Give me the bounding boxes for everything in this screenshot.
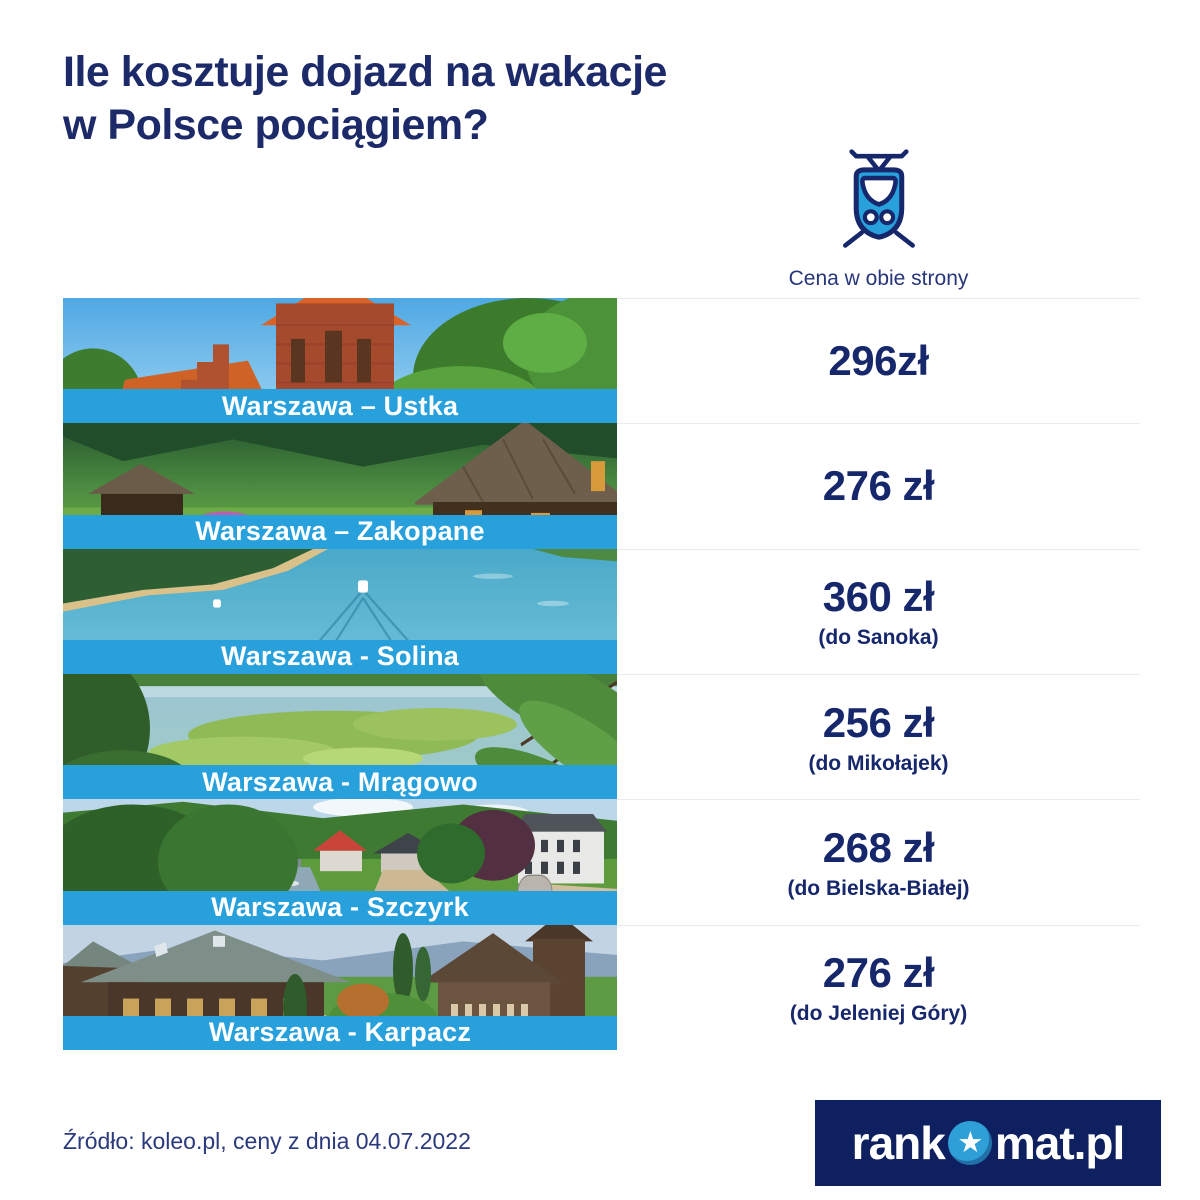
logo-star-circle <box>948 1121 992 1165</box>
route-bar <box>63 1016 617 1050</box>
route-label: Warszawa – Ustka <box>221 390 459 421</box>
price-cell-zakopane <box>617 423 1140 548</box>
price-header-caption: Cena w obie strony <box>788 267 969 290</box>
price-cell-karpacz <box>617 925 1140 1050</box>
route-bar <box>63 891 617 925</box>
price-note: (do Mikołajek) <box>808 751 949 775</box>
price-value: 276 zł <box>822 462 935 510</box>
photo-column <box>63 298 617 1050</box>
price-note: (do Jeleniej Góry) <box>789 1002 968 1026</box>
price-note: (do Sanoka) <box>818 626 939 650</box>
star-icon: ★ <box>957 1124 983 1159</box>
route-bar <box>63 515 617 549</box>
price-column <box>617 298 1140 1050</box>
price-column-header <box>617 148 1140 291</box>
page-title-line1: Ile kosztuje dojazd na wakacje <box>63 48 667 96</box>
price-value: 296zł <box>828 337 929 385</box>
price-value: 360 zł <box>822 573 935 621</box>
route-bar <box>63 389 617 423</box>
price-cell-mragowo <box>617 674 1140 799</box>
logo-text-suffix: mat.pl <box>994 1117 1125 1169</box>
page-title <box>63 46 667 153</box>
route-row-zakopane <box>63 423 617 548</box>
route-label: Warszawa - Solina <box>221 641 459 672</box>
price-cell-solina <box>617 549 1140 674</box>
route-bar <box>63 640 617 674</box>
price-cell-szczyrk <box>617 799 1140 924</box>
route-label: Warszawa - Mrągowo <box>202 766 478 797</box>
route-label: Warszawa – Zakopane <box>195 516 485 547</box>
route-bar <box>63 765 617 799</box>
train-icon <box>838 148 920 250</box>
price-note: (do Bielska-Białej) <box>787 876 970 900</box>
price-value: 256 zł <box>822 698 935 746</box>
logo-text-prefix: rank <box>851 1117 945 1169</box>
price-value: 276 zł <box>822 949 935 997</box>
rankomat-logo <box>815 1100 1161 1186</box>
price-value: 268 zł <box>822 823 935 871</box>
route-row-karpacz <box>63 925 617 1050</box>
routes-grid <box>63 298 1140 1050</box>
price-cell-ustka <box>617 298 1140 423</box>
route-label: Warszawa - Szczyrk <box>211 892 469 923</box>
route-row-solina <box>63 549 617 674</box>
source-note: Źródło: koleo.pl, ceny z dnia 04.07.2022 <box>63 1128 471 1154</box>
page-title-line2: w Polsce pociągiem? <box>63 101 489 150</box>
route-label: Warszawa - Karpacz <box>208 1017 472 1048</box>
route-row-ustka <box>63 298 617 423</box>
route-row-szczyrk <box>63 799 617 924</box>
route-row-mragowo <box>63 674 617 799</box>
